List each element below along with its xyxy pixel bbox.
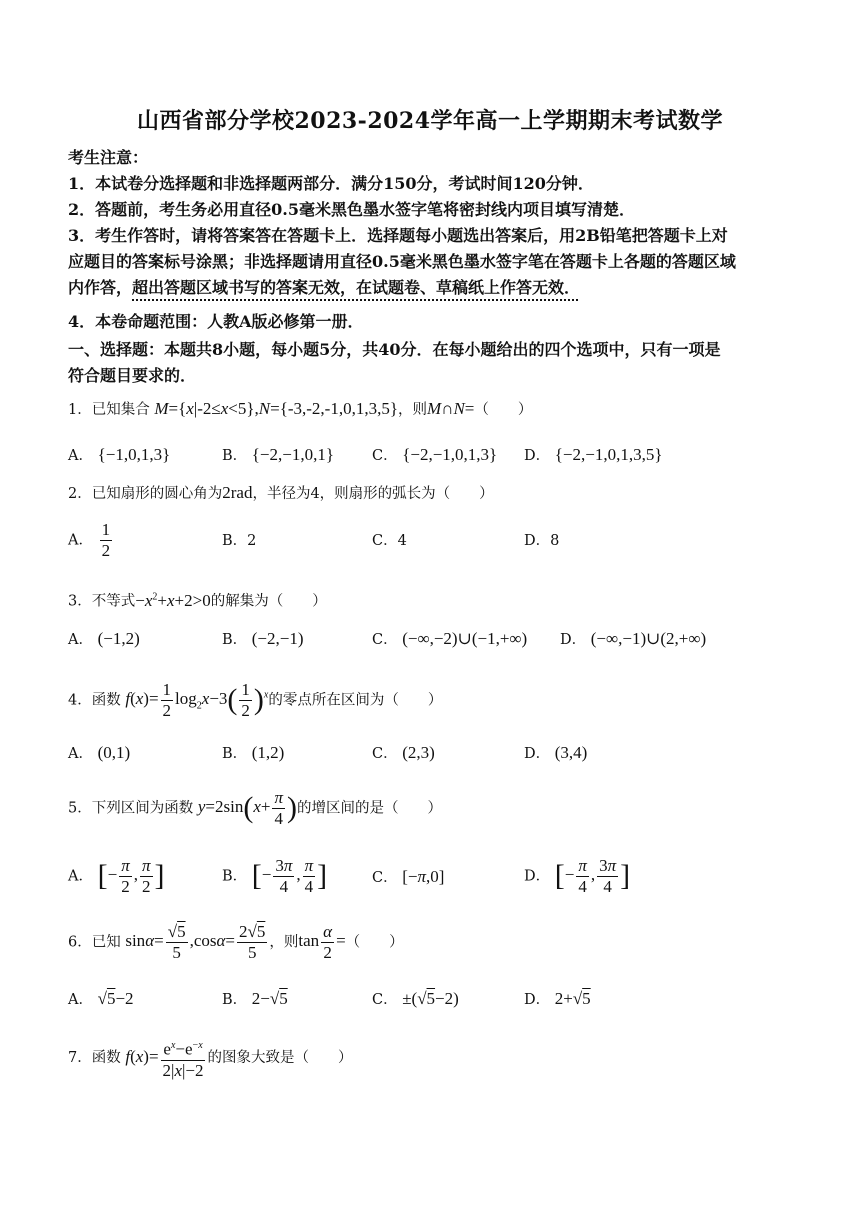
note-3a: 3．考生作答时，请将答案答在答题卡上．选择题每小题选出答案后，用2B铅笔把答题卡上对 [68,226,728,245]
q4-option-a[interactable]: A． (0,1) [68,743,131,762]
q1-option-d[interactable]: D． {−2,−1,0,1,3,5} [524,445,663,464]
note-2: 2．答题前，考生务必用直径0.5毫米黑色墨水签字笔将密封线内项目填写清楚． [68,200,635,219]
question-7: 7．函数 f(x)= $\frac{e^x-e^{-x}}{2|x|-2}$ 的图象大致是（ ） [68,1036,353,1081]
notes-heading: 考生注意： [68,148,149,167]
note-3c-prefix: 内作答， [68,278,133,297]
q5-option-c[interactable]: C． [−π,0] [372,867,445,886]
q4-option-d[interactable]: D． (3,4) [524,743,588,762]
q3-option-b[interactable]: B． (−2,−1) [222,629,304,648]
q5-option-a[interactable]: A． [− $\frac{\pi}{2}$ , $\frac{\pi}{2}$ ] [68,856,165,896]
q3-inequality: $-x^2+x+2>0$ [135,590,211,610]
page-title: 山西省部分学校2023-2024学年高一上学期期末考试数学 [136,108,724,134]
question-6: 6．已知 sinα= $\frac{√5}{5}$ ,cosα= $\frac{2√5}{5}$ ，则tan $\frac{\alpha}{2}$ =（ ） [68,922,404,962]
q6-option-d[interactable]: D． 2+√5 [524,989,591,1008]
note-3c-emphasis: 超出答题区域书写的答案无效，在试题卷、草稿纸上作答无效． [132,278,581,297]
q5-function: y=2sin(x+ $\frac{\pi}{4}$ ) [197,788,297,828]
question-2: 2．已知扇形的圆心角为2rad，半径为4，则扇形的弧长为（ ） [68,483,494,502]
note-1: 1．本试卷分选择题和非选择题两部分．满分150分，考试时间120分钟． [68,174,594,193]
note-4: 4．本卷命题范围：人教A版必修第一册． [68,312,364,331]
q7-function: f(x)= $\frac{e^x-e^{-x}}{2|x|-2}$ [125,1047,207,1066]
q6-option-c[interactable]: C． ±(√5−2) [372,989,459,1008]
q2-option-a[interactable]: A． $\frac{1}{2}$ [68,520,111,560]
q3-option-c[interactable]: C． (−∞,−2)∪(−1,+∞) [372,629,528,648]
q5-option-b[interactable]: B． [− $\frac{3\pi}{4}$ , $\frac{\pi}{4}$ ] [222,856,328,896]
note-3b: 应题目的答案标号涂黑；非选择题请用直径0.5毫米黑色墨水签字笔在答题卡上各题的答题区域 [68,252,736,271]
q6-option-b[interactable]: B． 2−√5 [222,989,288,1008]
section-heading-1: 一、选择题：本题共8小题，每小题5分，共40分．在每小题给出的四个选项中，只有一项是 [68,340,721,359]
note-3c [68,276,580,300]
q4-function: f(x)= $\frac{1}{2}$ $\log_2x-3$( $\frac{1}{2}$ )$^x$ [125,680,269,720]
q6-option-a[interactable]: A． √5−2 [68,989,134,1008]
question-1: 1．已知集合 M={x|-2≤x<5},N={-3,-2,-1,0,1,3,5}，则M∩N=（ ） [68,399,533,418]
q5-option-d[interactable]: D． [− $\frac{\pi}{4}$ , $\frac{3\pi}{4}$ ] [524,856,631,896]
section-heading-2: 符合题目要求的． [68,366,197,385]
q4-option-b[interactable]: B． (1,2) [222,743,285,762]
question-5: 5．下列区间为函数 y=2sin(x+ $\frac{\pi}{4}$ )的增区间的是（ ） [68,788,442,828]
question-4: 4．函数 f(x)= $\frac{1}{2}$ $\log_2x-3$( $\frac{1}{2}$ )$^x$的零点所在区间为（ ） [68,680,443,720]
q1-option-a[interactable]: A． {−1,0,1,3} [68,445,171,464]
q2-option-c[interactable]: C．4 [372,533,407,549]
q3-option-a[interactable]: A． (−1,2) [68,629,140,648]
q2-option-b[interactable]: B．2 [222,533,257,549]
q1-sets: M={x|-2≤x<5},N={-3,-2,-1,0,1,3,5} [154,399,398,418]
q6-condition: sinα= $\frac{√5}{5}$ ,cosα= $\frac{2√5}{5}$ [125,922,266,962]
q4-option-c[interactable]: C． (2,3) [372,743,435,762]
q2-option-d[interactable]: D．8 [524,533,560,549]
q1-option-b[interactable]: B． {−2,−1,0,1} [222,445,335,464]
q1-option-c[interactable]: C． {−2,−1,0,1,3} [372,445,498,464]
question-3: 3．不等式$-x^2+x+2>0$的解集为（ ） [68,590,327,610]
q3-option-d[interactable]: D． (−∞,−1)∪(2,+∞) [560,629,707,648]
